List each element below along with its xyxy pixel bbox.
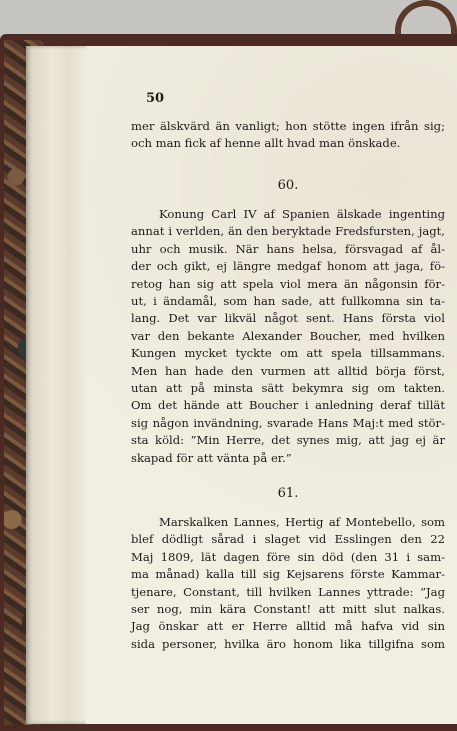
- text-line: utan att på minsta sätt bekymra sig om takten.: [131, 381, 445, 396]
- text-line: sig någon invändning, svarade Hans Maj:t med stör-: [131, 415, 445, 430]
- text-line: tjenare, Constant, till hvilken Lannes yttrade: ”Jag: [131, 584, 445, 599]
- text-line: Konung Carl IV af Spanien älskade ingenting: [159, 207, 445, 221]
- text-line: ut, i ändamål, som han sade, att fullkomna sin ta-: [131, 294, 445, 309]
- text-line: Men han hade den vurmen att alltid börja först,: [131, 363, 445, 378]
- text-line: annat i verlden, än den beryktade Fredsfursten, jagt,: [131, 224, 445, 239]
- text-line: Om det hände att Boucher i anledning deraf tillät: [131, 398, 445, 413]
- paragraph-61: [131, 514, 445, 653]
- text-line: ma månad) kalla till sig Kejsarens förste Kammar-: [131, 567, 445, 582]
- text-line: Kungen mycket tyckte om att spela tillsammans.: [131, 346, 445, 361]
- text-line: blef dödligt sårad i slaget vid Esslingen den 22: [131, 532, 445, 547]
- text-line: ser nog, min kära Constant! att mitt slut nalkas.: [131, 602, 445, 617]
- text-line: var den bekante Alexander Boucher, med hvilken: [131, 328, 445, 343]
- text-line: sida personer, hvilka äro honom lika tillgifna som: [131, 636, 445, 651]
- text-line: Marskalken Lannes, Hertig af Montebello, som: [159, 515, 445, 529]
- text-line: sta köld: ”Min Herre, det synes mig, att jag ej är: [131, 433, 445, 448]
- text-line: skapad för att vänta på er.”: [131, 450, 292, 465]
- text-line: mer älskvärd än vanligt; hon stötte ingen ifrån sig;: [131, 119, 445, 133]
- text-line: uhr och musik. När hans helsa, försvagad af ål-: [131, 241, 445, 256]
- text-line: lang. Det var likväl något sent. Hans första viol: [131, 311, 445, 326]
- section-heading-60: 60.: [277, 178, 299, 193]
- section-heading-61: 61.: [277, 486, 299, 501]
- text-line: Jag önskar att er Herre alltid må hafva vid sin: [131, 619, 445, 634]
- paragraph-continuation: [131, 118, 445, 153]
- text-line: och man fick af henne allt hvad man önskade.: [131, 136, 401, 151]
- text-line: der och gikt, ej längre medgaf honom att jaga, fö-: [131, 259, 445, 274]
- paragraph-60: [131, 206, 445, 467]
- text-line: Maj 1809, lät dagen före sin död (den 31 i sam-: [131, 549, 445, 564]
- text-line: retog han sig att spela viol mera än någonsin för-: [131, 276, 445, 291]
- page-number: 50: [146, 91, 165, 106]
